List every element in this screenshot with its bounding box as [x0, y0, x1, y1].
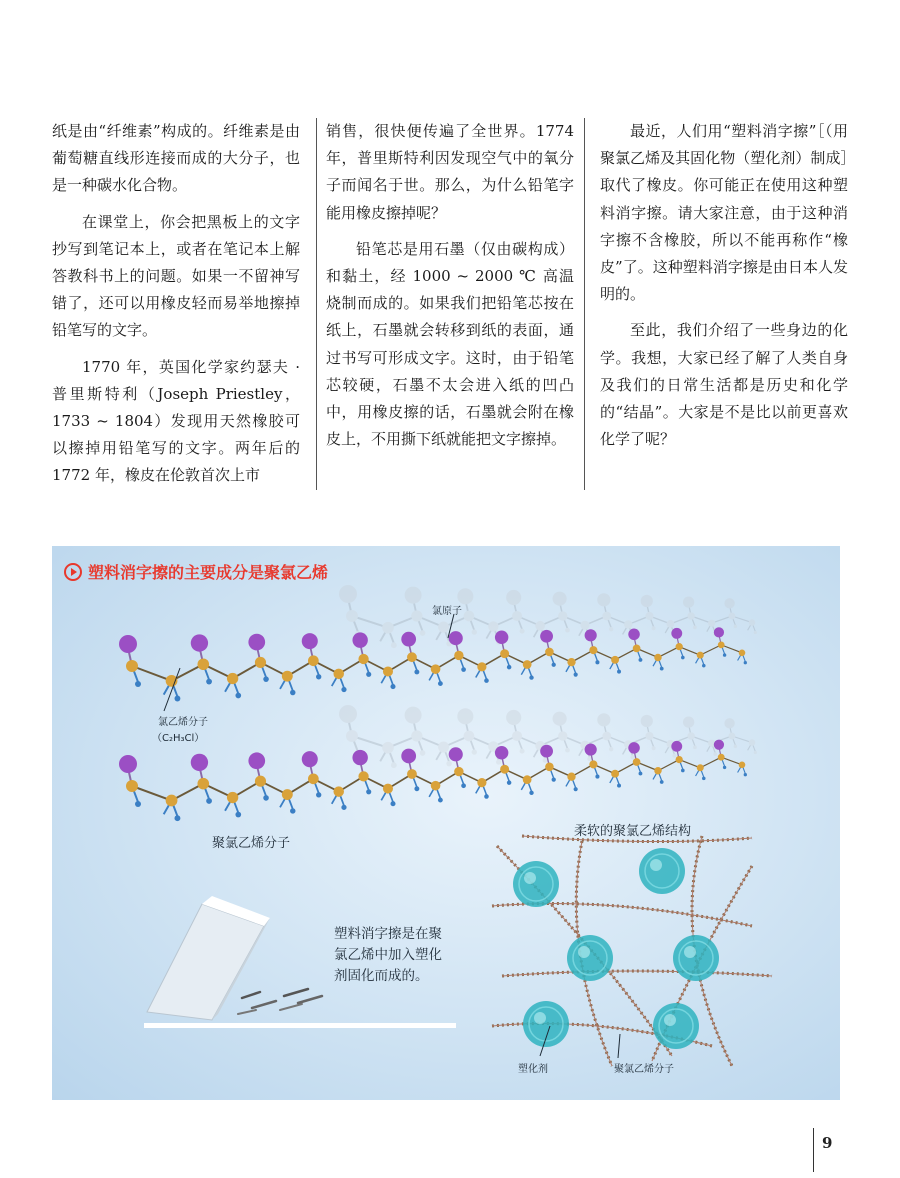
plasticizer-blobs [513, 848, 719, 1049]
eraser-description: 塑料消字擦是在聚氯乙烯中加入塑化剂固化而成的。 [334, 926, 442, 984]
text-column-3 [600, 118, 848, 496]
page-number: 9 [822, 1134, 833, 1152]
pvc-leader-line [618, 1034, 620, 1058]
pvc-chain-top [119, 627, 747, 701]
plasticizer-label: 塑化剂 [518, 1064, 548, 1075]
pvc-molecule-label: 聚氯乙烯分子 [212, 836, 291, 851]
column-divider [584, 118, 585, 490]
paragraph: 最近，人们用“塑料消字擦”［（用聚氯乙烯及其固化物（塑化剂）制成］取代了橡皮。你可能正在使用这种塑料消字擦。请大家注意，由于这种消字擦不含橡胶，所以不能再称作“橡皮”了。这种塑料消字擦是由日本人发明的。 [600, 122, 848, 304]
paragraph: 销售，很快便传遍了全世界。1774 年，普里斯特利因发现空气中的氧分子而闻名于世。那么，为什么铅笔字能用橡皮擦掉呢？ [326, 122, 574, 222]
text-column-1 [52, 118, 300, 496]
play-circle-icon [64, 563, 82, 581]
text-column-2 [326, 118, 574, 496]
paragraph: 1770 年，英国化学家约瑟夫 · 普里斯特利（Joseph Priestley，1733 ~ 1804）发现用天然橡胶可以擦掉用铅笔写的文字。两年后的 1772 年，橡皮在伦敦首次上市 [52, 357, 300, 485]
paragraph: 铅笔芯是用石墨（仅由碳构成）和黏土，经 1000 ~ 2000 ℃ 高温烧制而成的。如果我们把铅笔芯按在纸上，石墨就会转移到纸的表面，通过书写可形成文字。这时，由于铅笔芯较硬，石墨不太会进入纸的凹凸中，用橡皮擦的话，石墨就会附在橡皮上，不用撕下纸就能把文字擦掉。 [326, 239, 574, 449]
footer-rule [813, 1128, 814, 1172]
figure-title [64, 560, 328, 583]
body-text-columns [52, 118, 848, 496]
pvc-molecule-label-2: 聚氯乙烯分子 [614, 1064, 674, 1075]
paragraph: 在课堂上，你会把黑板上的文字抄写到笔记本上，或者在笔记本上解答教科书上的问题。如果一不留神写错了，还可以用橡皮轻而易举地擦掉铅笔写的文字。 [52, 212, 300, 340]
soft-pvc-label: 柔软的聚氯乙烯结构 [574, 824, 692, 839]
figure-title-text: 塑料消字擦的主要成分是聚氯乙烯 [88, 563, 329, 582]
background-chains [339, 585, 757, 768]
paragraph: 至此，我们介绍了一些身边的化学。我想，大家已经了解了人类自身及我们的日常生活都是历史和化学的“结晶”。大家是不是比以前更喜欢化学了呢？ [600, 321, 848, 449]
vinyl-chloride-formula: （C₂H₃Cl） [152, 733, 205, 744]
molecule-illustration-svg [52, 546, 840, 1100]
pvc-chain-bottom [119, 740, 747, 822]
column-divider [316, 118, 317, 490]
vinyl-chloride-label: 氯乙烯分子 [158, 717, 208, 728]
paragraph: 纸是由“纤维素”构成的。纤维素是由葡萄糖直线形连接而成的大分子，也是一种碳水化合物。 [52, 122, 300, 195]
chlorine-atom-label: 氯原子 [432, 606, 462, 617]
pvc-illustration [52, 546, 840, 1100]
